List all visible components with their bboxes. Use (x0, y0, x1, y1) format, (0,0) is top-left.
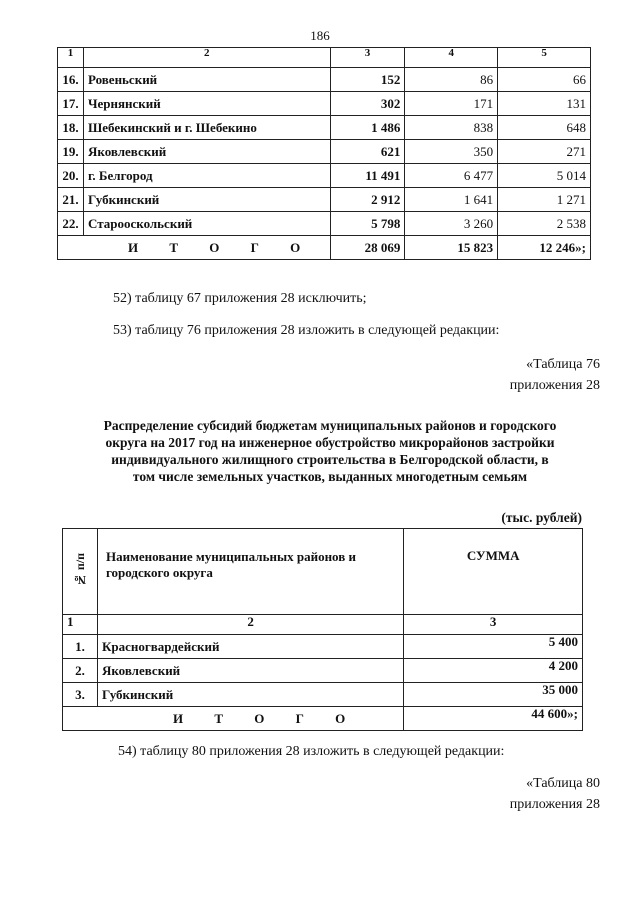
header-cell: 3 (330, 48, 405, 68)
row-name: Шебекинский и г. Шебекино (83, 116, 330, 140)
row-value-col4: 6 477 (405, 164, 498, 188)
header-sum-cell: СУММА (404, 529, 583, 615)
column-number: 3 (404, 615, 583, 635)
table-row (63, 683, 583, 707)
row-number: 17. (58, 92, 84, 116)
row-number: 19. (58, 140, 84, 164)
row-value-col4: 350 (405, 140, 498, 164)
table-row (63, 659, 583, 683)
row-name: Яковлевский (97, 659, 403, 683)
row-value-col4: 171 (405, 92, 498, 116)
column-number: 1 (63, 615, 98, 635)
row-name: Ровеньский (83, 68, 330, 92)
row-number: 2. (63, 659, 98, 683)
row-sum: 4 200 (404, 659, 583, 683)
table-80-reference-line1: «Таблица 80 (526, 776, 600, 791)
row-number: 16. (58, 68, 84, 92)
row-name: Яковлевский (83, 140, 330, 164)
column-number: 2 (97, 615, 403, 635)
header-number-label: № п/п (72, 553, 87, 588)
row-name: Чернянский (83, 92, 330, 116)
subsidy-table-76 (62, 528, 583, 731)
row-value-col5: 271 (498, 140, 591, 164)
units-label: (тыс. рублей) (501, 510, 582, 525)
row-value-col3: 2 912 (330, 188, 405, 212)
table-row (58, 140, 591, 164)
row-value-col3: 621 (330, 140, 405, 164)
table-total-row (58, 236, 591, 260)
table-row (58, 68, 591, 92)
table-76-title (40, 417, 620, 485)
row-value-col3: 302 (330, 92, 405, 116)
page-number: 186 (310, 28, 330, 43)
header-cell: 1 (58, 48, 84, 68)
row-value-col4: 3 260 (405, 212, 498, 236)
row-name: Красногвардейский (97, 635, 403, 659)
row-name: г. Белгород (83, 164, 330, 188)
row-value-col3: 1 486 (330, 116, 405, 140)
row-value-col4: 86 (405, 68, 498, 92)
row-value-col4: 1 641 (405, 188, 498, 212)
column-number-row (63, 615, 583, 635)
row-name: Старооскольский (83, 212, 330, 236)
total-sum: 44 600»; (404, 707, 583, 731)
total-label: И Т О Г О (63, 707, 404, 731)
row-value-col3: 5 798 (330, 212, 405, 236)
header-number-cell (63, 529, 98, 615)
title-line: том числе земельных участков, выданных многодетным семьям (132, 469, 528, 484)
title-line: округа на 2017 год на инженерное обустройство микрорайонов застройки (105, 435, 555, 450)
row-value-col5: 1 271 (498, 188, 591, 212)
header-name-cell: Наименование муниципальных районов и городского округа (97, 529, 403, 615)
total-label: И Т О Г О (58, 236, 331, 260)
table-76-reference-line2: приложения 28 (509, 378, 600, 393)
table-header-row (63, 529, 583, 615)
table-76-reference-line1: «Таблица 76 (526, 357, 600, 372)
table-row (58, 92, 591, 116)
header-cell: 2 (83, 48, 330, 68)
row-number: 21. (58, 188, 84, 212)
row-value-col5: 648 (498, 116, 591, 140)
total-col5: 12 246»; (498, 236, 591, 260)
paragraph-52: 52) таблицу 67 приложения 28 исключить; (113, 291, 367, 306)
row-number: 20. (58, 164, 84, 188)
row-name: Губкинский (83, 188, 330, 212)
row-number: 22. (58, 212, 84, 236)
table-80-reference-line2: приложения 28 (509, 797, 600, 812)
row-value-col5: 66 (498, 68, 591, 92)
row-name: Губкинский (97, 683, 403, 707)
row-value-col4: 838 (405, 116, 498, 140)
row-value-col5: 131 (498, 92, 591, 116)
total-col3: 28 069 (330, 236, 405, 260)
table-total-row (63, 707, 583, 731)
row-number: 1. (63, 635, 98, 659)
row-value-col5: 2 538 (498, 212, 591, 236)
row-value-col5: 5 014 (498, 164, 591, 188)
row-sum: 35 000 (404, 683, 583, 707)
table-header-row (58, 48, 591, 68)
table-row (58, 212, 591, 236)
title-line: Распределение субсидий бюджетам муниципальных районов и городского (103, 418, 557, 433)
table-row (58, 164, 591, 188)
table-row (58, 116, 591, 140)
total-col4: 15 823 (405, 236, 498, 260)
paragraph-54: 54) таблицу 80 приложения 28 изложить в следующей редакции: (118, 744, 505, 759)
row-sum: 5 400 (404, 635, 583, 659)
table-row (63, 635, 583, 659)
table-row (58, 188, 591, 212)
paragraph-53: 53) таблицу 76 приложения 28 изложить в следующей редакции: (113, 323, 500, 338)
subsidy-table-continued (57, 47, 591, 260)
row-number: 3. (63, 683, 98, 707)
header-cell: 4 (405, 48, 498, 68)
title-line: индивидуального жилищного строительства в Белгородской области, в (111, 452, 549, 467)
row-value-col3: 152 (330, 68, 405, 92)
header-cell: 5 (498, 48, 591, 68)
row-value-col3: 11 491 (330, 164, 405, 188)
row-number: 18. (58, 116, 84, 140)
